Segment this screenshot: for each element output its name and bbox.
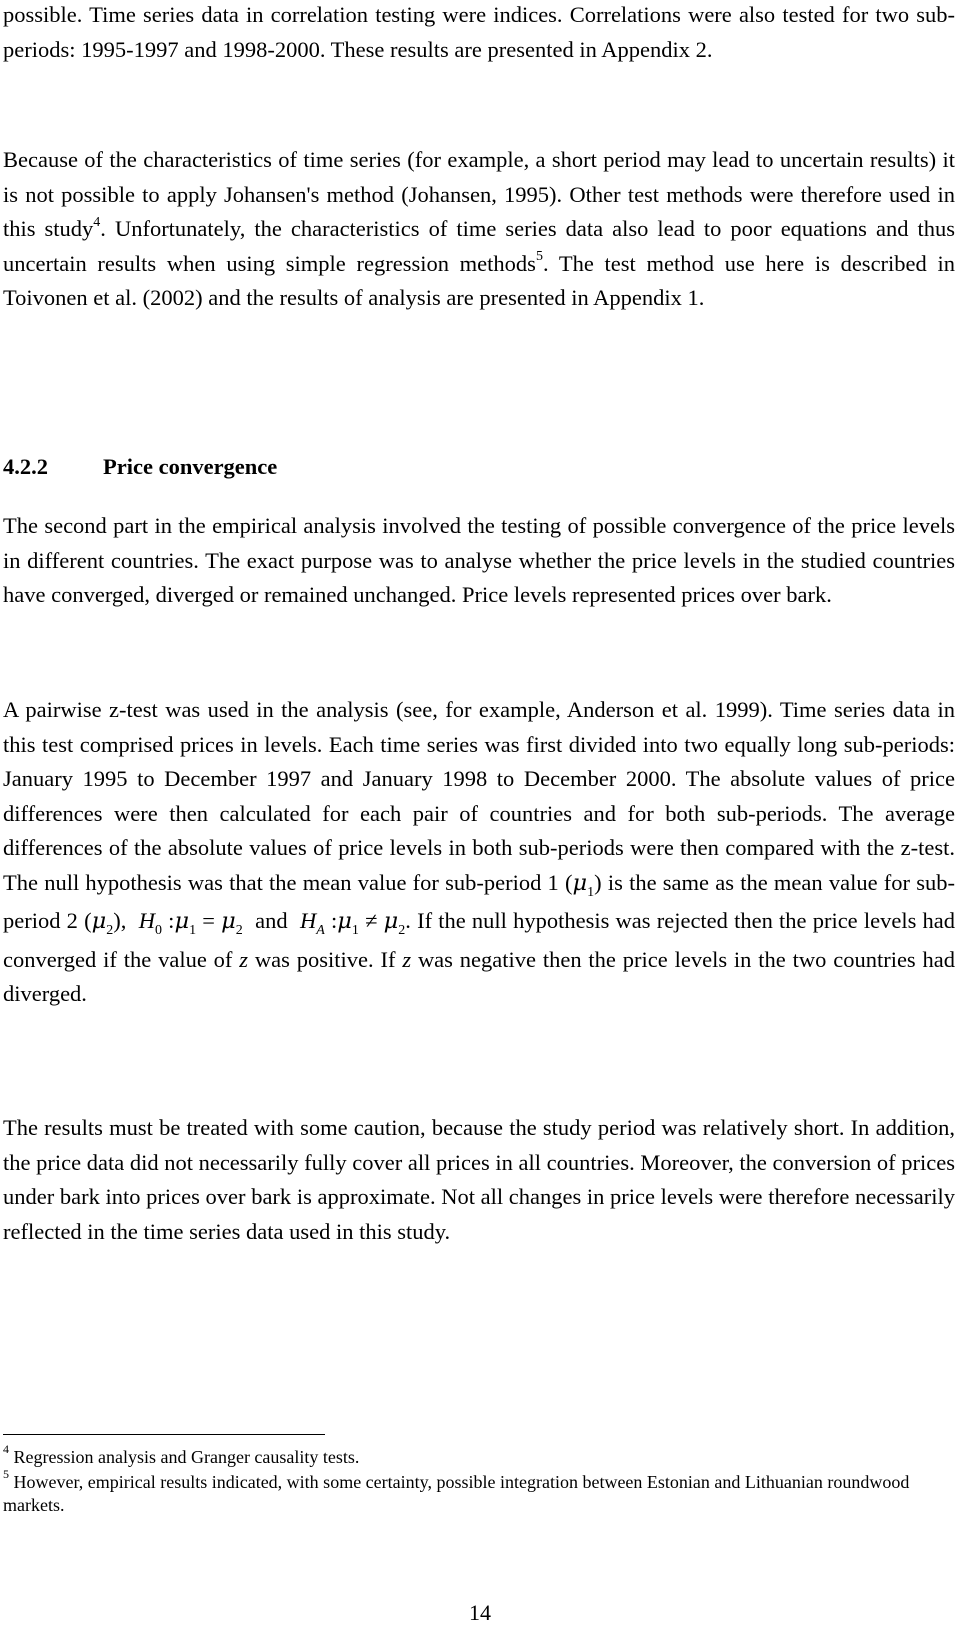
text-segment: and bbox=[255, 908, 288, 933]
subscript: 1 bbox=[351, 923, 359, 938]
subscript: 1 bbox=[587, 884, 595, 900]
not-equal-sign: ≠ bbox=[365, 908, 378, 933]
text-segment: Because of the characteristics of time series (for example, a short period may lead to uncertain results) it is not possible to apply Johansen's method (Johansen, 1995). Other test methods were therefore used in this study bbox=[3, 147, 955, 241]
subscript: 2 bbox=[106, 923, 114, 938]
variable-z: z bbox=[402, 946, 412, 972]
text-segment: . If the null hypothesis was rejected then the price levels had converged if the value of bbox=[3, 908, 956, 972]
subscript: A bbox=[316, 923, 325, 938]
text-segment: A pairwise z-test was used in the analysis (see, for example, Anderson et al. 1999). Time series data in this test comprised prices in levels. Each time series was first divided into two equally long sub-periods: January 1995 to December 1997 and January 1998 to December 2000. The absolute values of price differences were then calculated for each pair of countries and for both sub-periods. The average differences of the absolute values of price levels in both sub-periods were then compared with the z-test. The null hypothesis was that the mean value for sub-period 1 ( bbox=[3, 697, 955, 895]
text-segment: . The test method use here is described in Toivonen et al. (2002) and the results of analysis are presented in Appendix 1. bbox=[3, 250, 955, 310]
text-segment: ), bbox=[113, 908, 127, 933]
alt-hypothesis-formula bbox=[300, 908, 406, 938]
paragraph-ztest bbox=[3, 693, 955, 1012]
footnote-text: However, empirical results indicated, with some certainty, possible integration between Estonian and Lithuanian roundwood markets. bbox=[3, 1472, 910, 1515]
section-heading bbox=[3, 454, 277, 480]
text-segment: was positive. If bbox=[254, 946, 396, 972]
section-number: 4.2.2 bbox=[3, 454, 48, 479]
text-segment: . Unfortunately, the characteristics of time series data also lead to poor equations and thus uncertain results when using simple regression methods bbox=[3, 216, 955, 276]
mu-symbol: μ bbox=[174, 908, 190, 934]
mu-symbol: μ bbox=[572, 869, 588, 896]
footnote-4 bbox=[3, 1442, 953, 1469]
null-hypothesis-formula bbox=[138, 908, 243, 938]
hypothesis-symbol: H bbox=[300, 908, 317, 933]
paragraph-caution: The results must be treated with some caution, because the study period was relatively short. In addition, the price data did not necessarily fully cover all prices in all countries. Moreover, the conversion of prices under bark into prices over bark is approximate. Not all changes in price levels were therefore necessarily reflected in the time series data used in this study. bbox=[3, 1115, 955, 1244]
mu-symbol: μ bbox=[383, 908, 399, 934]
mu-symbol: μ bbox=[221, 908, 236, 934]
mu-symbol: μ bbox=[337, 908, 352, 934]
subscript: 1 bbox=[189, 923, 197, 938]
footnote-divider bbox=[3, 1434, 325, 1435]
footnote-text: Regression analysis and Granger causality tests. bbox=[13, 1447, 360, 1467]
hypothesis-symbol: H bbox=[138, 908, 155, 933]
mu-symbol: μ bbox=[91, 908, 107, 934]
footnote-ref-4: 4 bbox=[93, 214, 101, 230]
colon: : bbox=[168, 908, 175, 933]
section-title: Price convergence bbox=[103, 454, 278, 479]
paragraph-convergence: The second part in the empirical analysis involved the testing of possible convergence of the price levels in different countries. The exact purpose was to analyse whether the price levels in the studied countries have converged, diverged or remained unchanged. Price levels represented prices over bark. bbox=[3, 513, 955, 607]
text-segment: ) is the same as the mean value for sub-period 2 ( bbox=[3, 869, 955, 933]
footnote-5 bbox=[3, 1467, 953, 1517]
paragraph-methods bbox=[3, 143, 955, 316]
variable-z: z bbox=[239, 946, 249, 972]
subscript: 2 bbox=[398, 923, 406, 938]
footnote-mark: 4 bbox=[3, 1442, 9, 1456]
colon: : bbox=[331, 908, 338, 933]
page-number: 14 bbox=[469, 1600, 491, 1625]
subscript: 2 bbox=[235, 923, 243, 938]
subscript: 0 bbox=[154, 923, 162, 938]
equals-sign: = bbox=[202, 908, 215, 933]
footnote-ref-5: 5 bbox=[535, 249, 543, 264]
text-segment: was negative then the price levels in the two countries had diverged. bbox=[3, 946, 956, 1006]
paragraph-intro: possible. Time series data in correlation testing were indices. Correlations were also tested for two sub-periods: 1995-1997 and 1998-2000. These results are presented in Appendix 2. bbox=[3, 2, 955, 62]
footnote-mark: 5 bbox=[3, 1467, 9, 1481]
